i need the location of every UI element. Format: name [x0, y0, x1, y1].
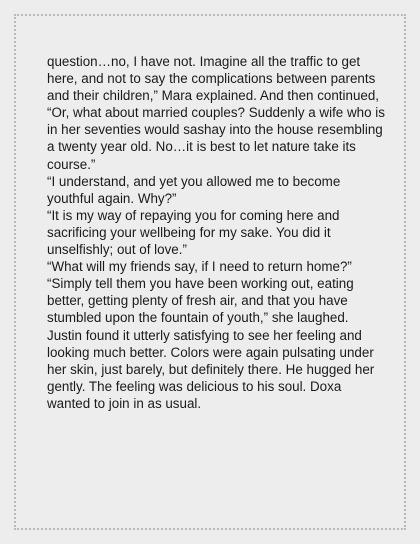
body-text [47, 53, 387, 412]
paragraph: “What will my friends say, if I need to return home?” [47, 259, 352, 275]
paragraph: “It is my way of repaying you for coming here and sacrificing your wellbeing for my sake. You did it unselfishly; out of love.” [47, 207, 340, 258]
paragraph: “I understand, and yet you allowed me to become youthful again. Why?” [47, 173, 341, 206]
paragraph: “Simply tell them you have been working out, eating better, getting plenty of fresh air, and that you have stumbled upon the fountain of youth,” she laughed. Justin found it utterly satisfying to see her feeling and looking much better. Colors were again pulsating under her skin, just barely, but definitely there. He hugged her gently. The feeling was delicious to his soul. Doxa wanted to join in as usual. [47, 276, 375, 411]
paragraph: question…no, I have not. Imagine all the traffic to get here, and not to say the complications between parents and their children,” Mara explained. And then continued, “Or, what about married couples? Suddenly a wife who is in her seventies would sashay into the house resembling a twenty year old. No…it is best to let nature take its course.” [47, 54, 385, 172]
